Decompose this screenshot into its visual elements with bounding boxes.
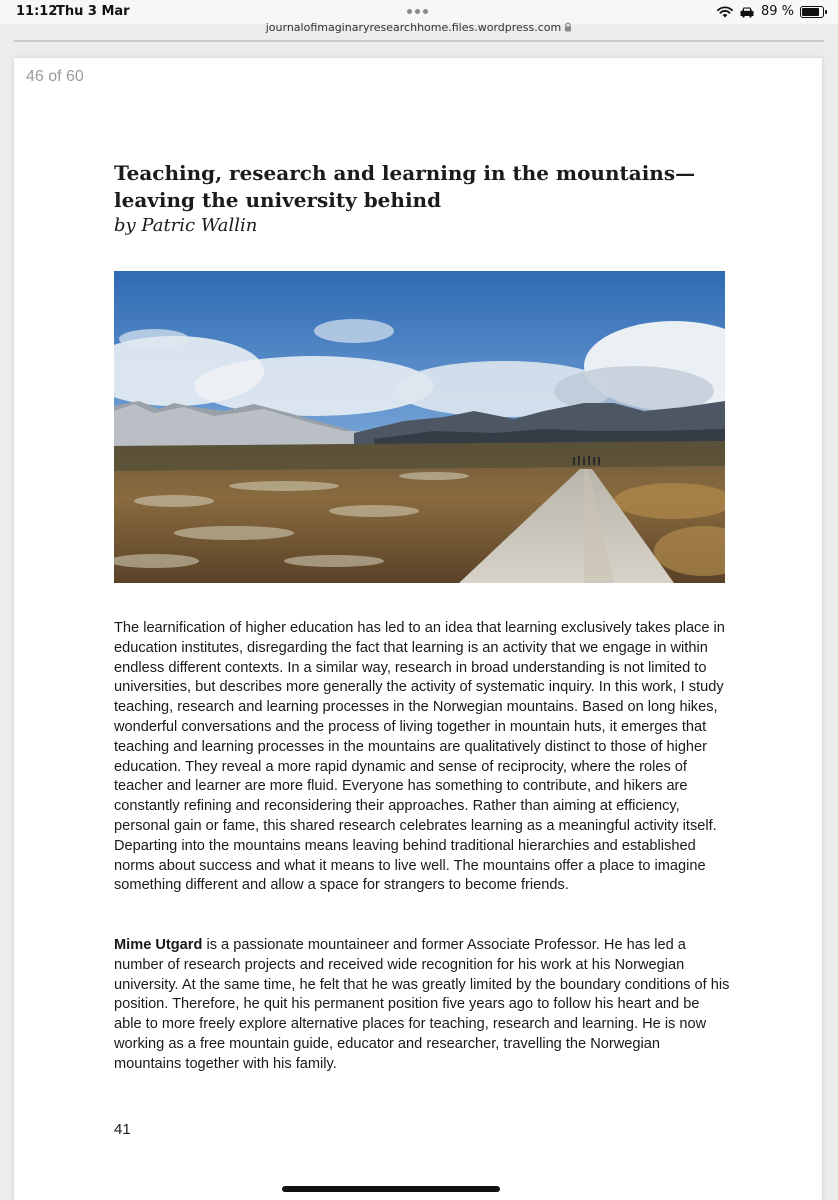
battery-icon <box>800 6 824 18</box>
page-counter: 46 of 60 <box>18 66 94 90</box>
author-bio-text: is a passionate mountaineer and former Associate Professor. He has led a number of research projects and received wide recognition for his work at his Norwegian university. At the same time, he felt that he was greatly limited by the boundary conditions of his position. Therefore, he quit his permanent position five years ago to follow his heart and be able to more freely explore alternative places for teaching, research and learning. He is now working as a free mountain guide, educator and researcher, travelling the Norwegian mountains together with his family. <box>114 937 730 1072</box>
url-text[interactable]: journalofimaginaryresearchhome.files.wordpress.com <box>265 21 562 34</box>
status-indicators <box>717 4 824 19</box>
article-title: Teaching, research and learning in the mountains—leaving the university behind <box>114 161 696 212</box>
author-bio <box>114 936 730 1075</box>
article-abstract: The learnification of higher education has led to an idea that learning exclusively takes place in education institutes, disregarding the fact that learning is an activity that we engage in within endless different contexts. In a similar way, research in broad understanding is not limited to universities, but describes more generally the activity of systematic inquiry. In this work, I study teaching, research and learning processes in the Norwegian mountains. Based on long hikes, wonderful conversations and the process of living together in mountain huts, it emerges that teaching and learning processes in the mountains are qualitatively distinct to those of higher education. They reveal a more rapid dynamic and sense of reciprocity, where the roles of teacher and learner are more fluid. Everyone has something to contribute, and hikers are constantly refining and reconsidering their approaches. Rather than aiming at efficiency, personal gain or fame, this shared research celebrates learning as a meaningful activity itself. Departing into the mountains means leaving behind traditional hierarchies and established norms about success and what it means to live well. The mountains offer a place to imagine something different and allow a space for strangers to become friends. <box>114 620 725 894</box>
battery-fill <box>802 8 819 16</box>
home-indicator[interactable] <box>282 1186 500 1192</box>
status-date: Thu 3 Mar <box>56 4 130 19</box>
lock-icon <box>564 22 572 35</box>
car-icon <box>739 6 755 18</box>
url-bar-divider <box>14 40 824 42</box>
wifi-icon <box>717 6 733 18</box>
mountain-trail-photo <box>114 271 725 583</box>
author-name: Mime Utgard <box>114 937 203 953</box>
battery-percent: 89 % <box>760 4 794 19</box>
page-number: 41 <box>114 1121 131 1138</box>
status-time: 11:12 <box>16 4 58 19</box>
url-field[interactable] <box>0 21 838 35</box>
article-byline: by Patric Wallin <box>114 215 258 236</box>
